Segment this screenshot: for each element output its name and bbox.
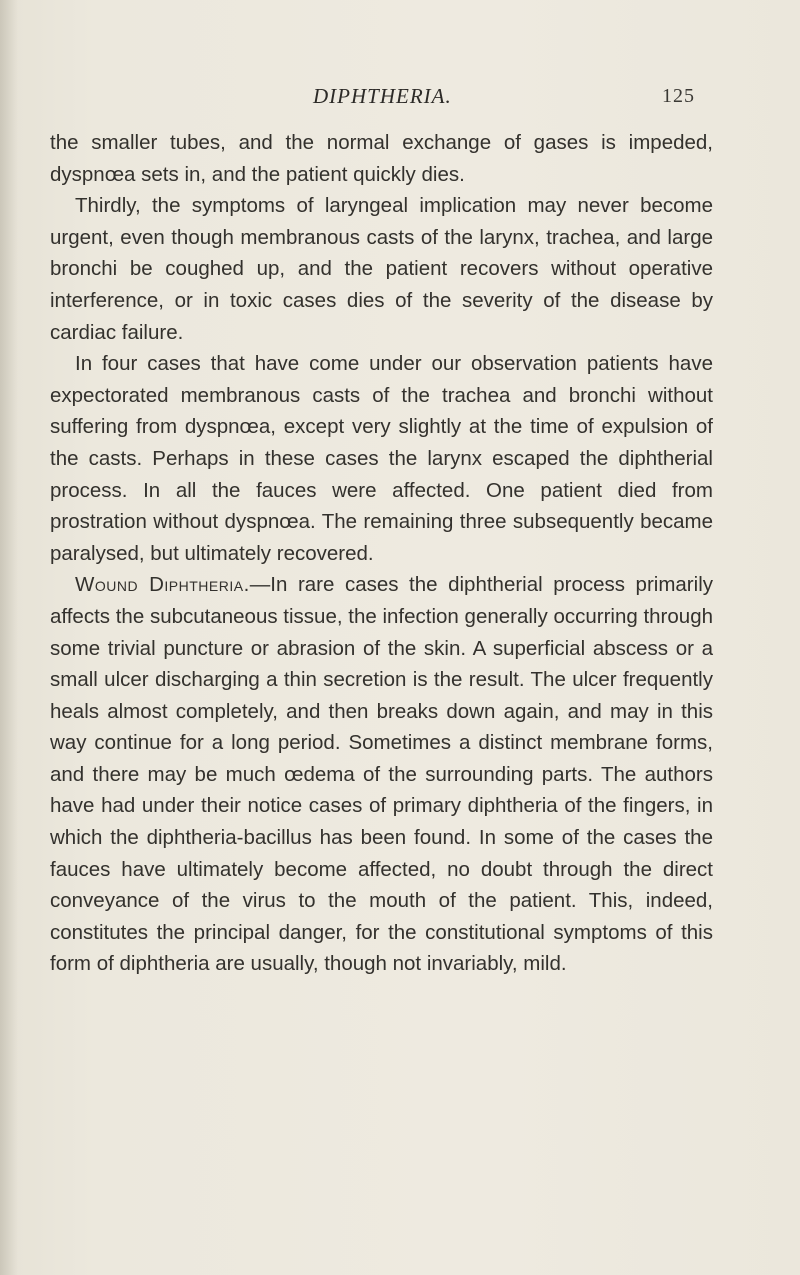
gutter-shadow [0,0,18,1275]
body-text [50,127,713,980]
paragraph: In four cases that have come under our observation patients have expectorated membranous casts of the trachea and bronchi without suffering from dyspnœa, except very slightly at the time of expulsion of the casts. Perhaps in these cases the larynx escaped the diphtherial process. In all the fauces were affected. One patient died from prostration without dyspnœa. The remaining three subsequently became paralysed, but ultimately recovered. [50,352,713,565]
paragraph [50,569,713,980]
running-title: DIPHTHERIA. [313,84,452,108]
paragraph-text: —In rare cases the diphtherial process primarily affects the subcutaneous tissue, the infection generally occurring through some trivial puncture or abrasion of the skin. A superficial abscess or a small ulcer discharging a thin secretion is the result. The ulcer frequently heals almost completely, and then breaks down again, and may in this way continue for a long period. Sometimes a distinct membrane forms, and there may be much œdema of the surrounding parts. The authors have had under their notice cases of primary diphtheria of the fingers, in which the diphtheria-bacillus has been found. In some of the cases the fauces have ultimately become affected, no doubt through the direct conveyance of the virus to the mouth of the patient. This, indeed, constitutes the principal danger, for the constitutional symptoms of this form of diphtheria are usually, though not invariably, mild. [50,573,713,976]
section-heading: Wound Diphtheria. [75,573,250,597]
running-head [0,84,800,114]
paragraph: the smaller tubes, and the normal exchange of gases is impeded, dyspnœa sets in, and the patient quickly dies. [50,131,713,186]
page-number: 125 [662,85,695,107]
paragraph: Thirdly, the symptoms of laryngeal implication may never become urgent, even though membranous casts of the larynx, trachea, and large bronchi be coughed up, and the patient recovers without operative interference, or in toxic cases dies of the severity of the disease by cardiac failure. [50,194,713,344]
